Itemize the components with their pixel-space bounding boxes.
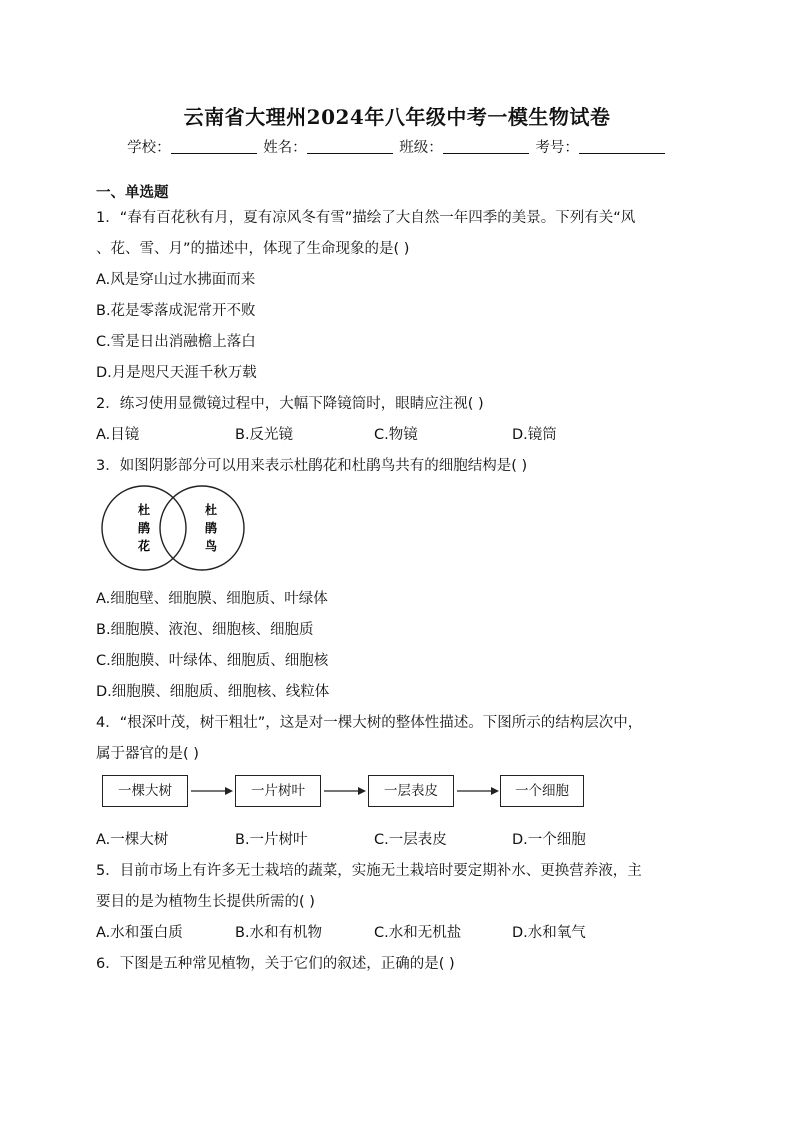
flow-box-cell: 一个细胞	[500, 775, 584, 807]
q2-option-c: C.物镜	[374, 427, 418, 443]
flow-arrow-icon	[190, 784, 234, 798]
flow-arrow-icon	[323, 784, 367, 798]
q2-option-a: A.目镜	[96, 427, 140, 443]
venn-right-char-3: 鸟	[205, 539, 218, 553]
flow-arrow-icon	[456, 784, 500, 798]
section-heading: 一、单选题	[96, 185, 169, 201]
q5-option-a: A.水和蛋白质	[96, 925, 183, 941]
name-blank	[307, 139, 393, 154]
venn-left-char-2: 鹃	[138, 521, 151, 535]
q6-stem: 6．下图是五种常见植物，关于它们的叙述，正确的是( )	[96, 956, 455, 972]
school-blank	[171, 139, 257, 154]
structure-flowchart	[102, 775, 592, 811]
class-blank	[443, 139, 529, 154]
q4-stem-line2: 属于器官的是( )	[96, 746, 199, 762]
q3-option-d: D.细胞膜、细胞质、细胞核、线粒体	[96, 684, 330, 700]
venn-right-circle	[160, 486, 244, 570]
q2-stem: 2．练习使用显微镜过程中，大幅下降镜筒时，眼睛应注视( )	[96, 396, 484, 412]
q1-stem-line1: 1．“春有百花秋有月，夏有凉风冬有雪”描绘了大自然一年四季的美景。下列有关“风	[96, 210, 636, 226]
q2-option-b: B.反光镜	[235, 427, 294, 443]
q5-option-c: C.水和无机盐	[374, 925, 462, 941]
venn-right-char-2: 鹃	[205, 521, 218, 535]
flow-box-epidermis: 一层表皮	[368, 775, 454, 807]
q3-option-c: C.细胞膜、叶绿体、细胞质、细胞核	[96, 653, 329, 669]
q4-option-a: A.一棵大树	[96, 832, 169, 848]
exam-title: 云南省大理州2024年八年级中考一模生物试卷	[183, 105, 611, 129]
student-info-line	[0, 136, 794, 157]
venn-right-char-1: 杜	[205, 503, 218, 517]
q5-option-b: B.水和有机物	[235, 925, 323, 941]
venn-left-char-1: 杜	[138, 503, 151, 517]
q3-option-b: B.细胞膜、液泡、细胞核、细胞质	[96, 622, 314, 638]
venn-left-char-3: 花	[138, 539, 151, 553]
q3-stem: 3．如图阴影部分可以用来表示杜鹃花和杜鹃鸟共有的细胞结构是( )	[96, 458, 528, 474]
school-label: 学校：	[127, 140, 171, 156]
name-label: 姓名：	[263, 140, 307, 156]
class-label: 班级：	[399, 140, 443, 156]
q5-stem-line2: 要目的是为植物生长提供所需的( )	[96, 894, 315, 910]
q3-option-a: A.细胞壁、细胞膜、细胞质、叶绿体	[96, 591, 328, 607]
q5-option-d: D.水和氧气	[512, 925, 586, 941]
q1-stem-line2: 、花、雪、月”的描述中，体现了生命现象的是( )	[96, 241, 410, 257]
q4-option-b: B.一片树叶	[235, 832, 308, 848]
q1-option-b: B.花是零落成泥常开不败	[96, 303, 256, 319]
flow-box-leaf: 一片树叶	[235, 775, 321, 807]
number-blank	[579, 139, 665, 154]
q4-option-c: C.一层表皮	[374, 832, 447, 848]
q1-option-a: A.风是穿山过水拂面而来	[96, 272, 256, 288]
q2-option-d: D.镜筒	[512, 427, 557, 443]
q4-option-d: D.一个细胞	[512, 832, 586, 848]
venn-diagram	[98, 481, 248, 573]
q4-stem-line1: 4．“根深叶茂，树干粗壮”，这是对一棵大树的整体性描述。下图所示的结构层次中，	[96, 715, 643, 731]
flow-box-tree: 一棵大树	[102, 775, 188, 807]
number-label: 考号：	[535, 140, 579, 156]
q1-option-c: C.雪是日出消融檐上落白	[96, 334, 256, 350]
q5-stem-line1: 5．目前市场上有许多无士栽培的蔬菜，实施无土栽培时要定期补水、更换营养液，主	[96, 863, 642, 879]
q1-option-d: D.月是咫尺天涯千秋万载	[96, 365, 257, 381]
